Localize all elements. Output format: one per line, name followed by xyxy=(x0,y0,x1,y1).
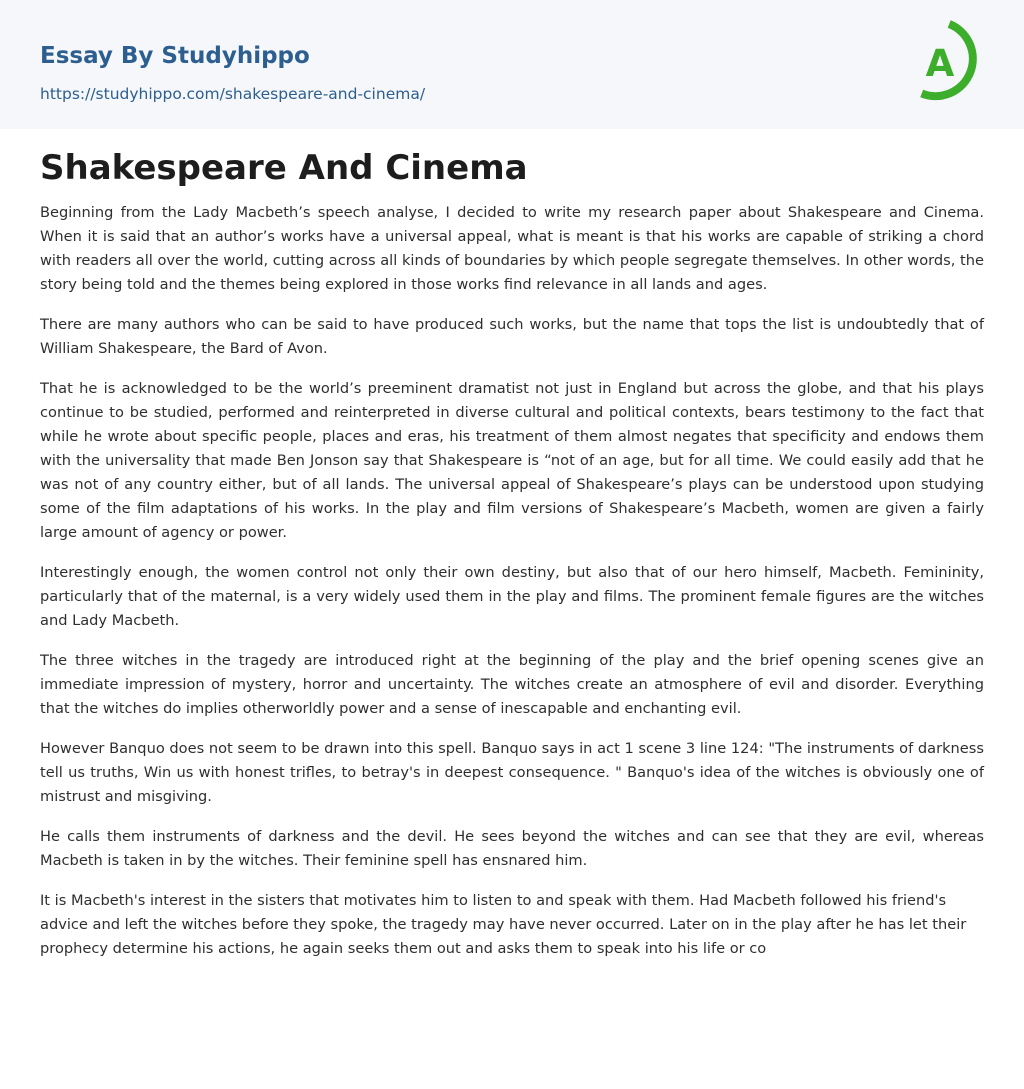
article-paragraph: However Banquo does not seem to be drawn into this spell. Banquo says in act 1 scene 3 line 124: "The instruments of darkness tell us truths, Win us with honest trifles, to betray's in deepest consequence. " Banquo's idea of the witches is obviously one of mistrust and misgiving. xyxy=(40,740,984,805)
article-paragraph: Interestingly enough, the women control not only their own destiny, but also that of our hero himself, Macbeth. Femininity, particularly that of the maternal, is a very widely used them in the play and films. The prominent female figures are the witches and Lady Macbeth. xyxy=(40,564,984,629)
source-url-link[interactable]: https://studyhippo.com/shakespeare-and-cinema/ xyxy=(40,85,426,103)
article-paragraph: Beginning from the Lady Macbeth’s speech analyse, I decided to write my research paper about Shakespeare and Cinema. When it is said that an author’s works have a universal appeal, what is meant is that his works are capable of striking a chord with readers all over the world, cutting across all kinds of boundaries by which people segregate themselves. In other words, the story being told and the themes being explored in those works find relevance in all lands and ages. xyxy=(40,204,984,293)
article-paragraph: The three witches in the tragedy are introduced right at the beginning of the play and the brief opening scenes give an immediate impression of mystery, horror and uncertainty. The witches create an atmosphere of evil and disorder. Everything that the witches do implies otherworldly power and a sense of inescapable and enchanting evil. xyxy=(40,652,984,717)
article xyxy=(40,146,984,977)
article-paragraph: That he is acknowledged to be the world’s preeminent dramatist not just in England but across the globe, and that his plays continue to be studied, performed and reinterpreted in diverse cultural and political contexts, bears testimony to the fact that while he wrote about specific people, places and eras, his treatment of them almost negates that specificity and endows them with the universality that made Ben Jonson say that Shakespeare is “not of an age, but for all time. We could easily add that he was not of any country either, but of all lands. The universal appeal of Shakespeare’s plays can be understood upon studying some of the film adaptations of his works. In the play and film versions of Shakespeare’s Macbeth, women are given a fairly large amount of agency or power. xyxy=(40,380,984,541)
site-title: Essay By Studyhippo xyxy=(40,43,310,69)
article-paragraph: There are many authors who can be said to have produced such works, but the name that tops the list is undoubtedly that of William Shakespeare, the Bard of Avon. xyxy=(40,316,984,357)
article-paragraph: He calls them instruments of darkness and the devil. He sees beyond the witches and can see that they are evil, whereas Macbeth is taken in by the witches. Their feminine spell has ensnared him. xyxy=(40,828,984,869)
studyhippo-logo-icon xyxy=(909,18,989,106)
logo-letter: A xyxy=(925,42,955,85)
site-header xyxy=(0,0,1024,129)
article-title: Shakespeare And Cinema xyxy=(40,148,528,188)
article-paragraph: It is Macbeth's interest in the sisters that motivates him to listen to and speak with them. Had Macbeth followed his friend's advice and left the witches before they spoke, the tragedy may have never occurred. Later on in the play after he has let their prophecy determine his actions, he again seeks them out and asks them to speak into his life or co xyxy=(40,892,967,957)
